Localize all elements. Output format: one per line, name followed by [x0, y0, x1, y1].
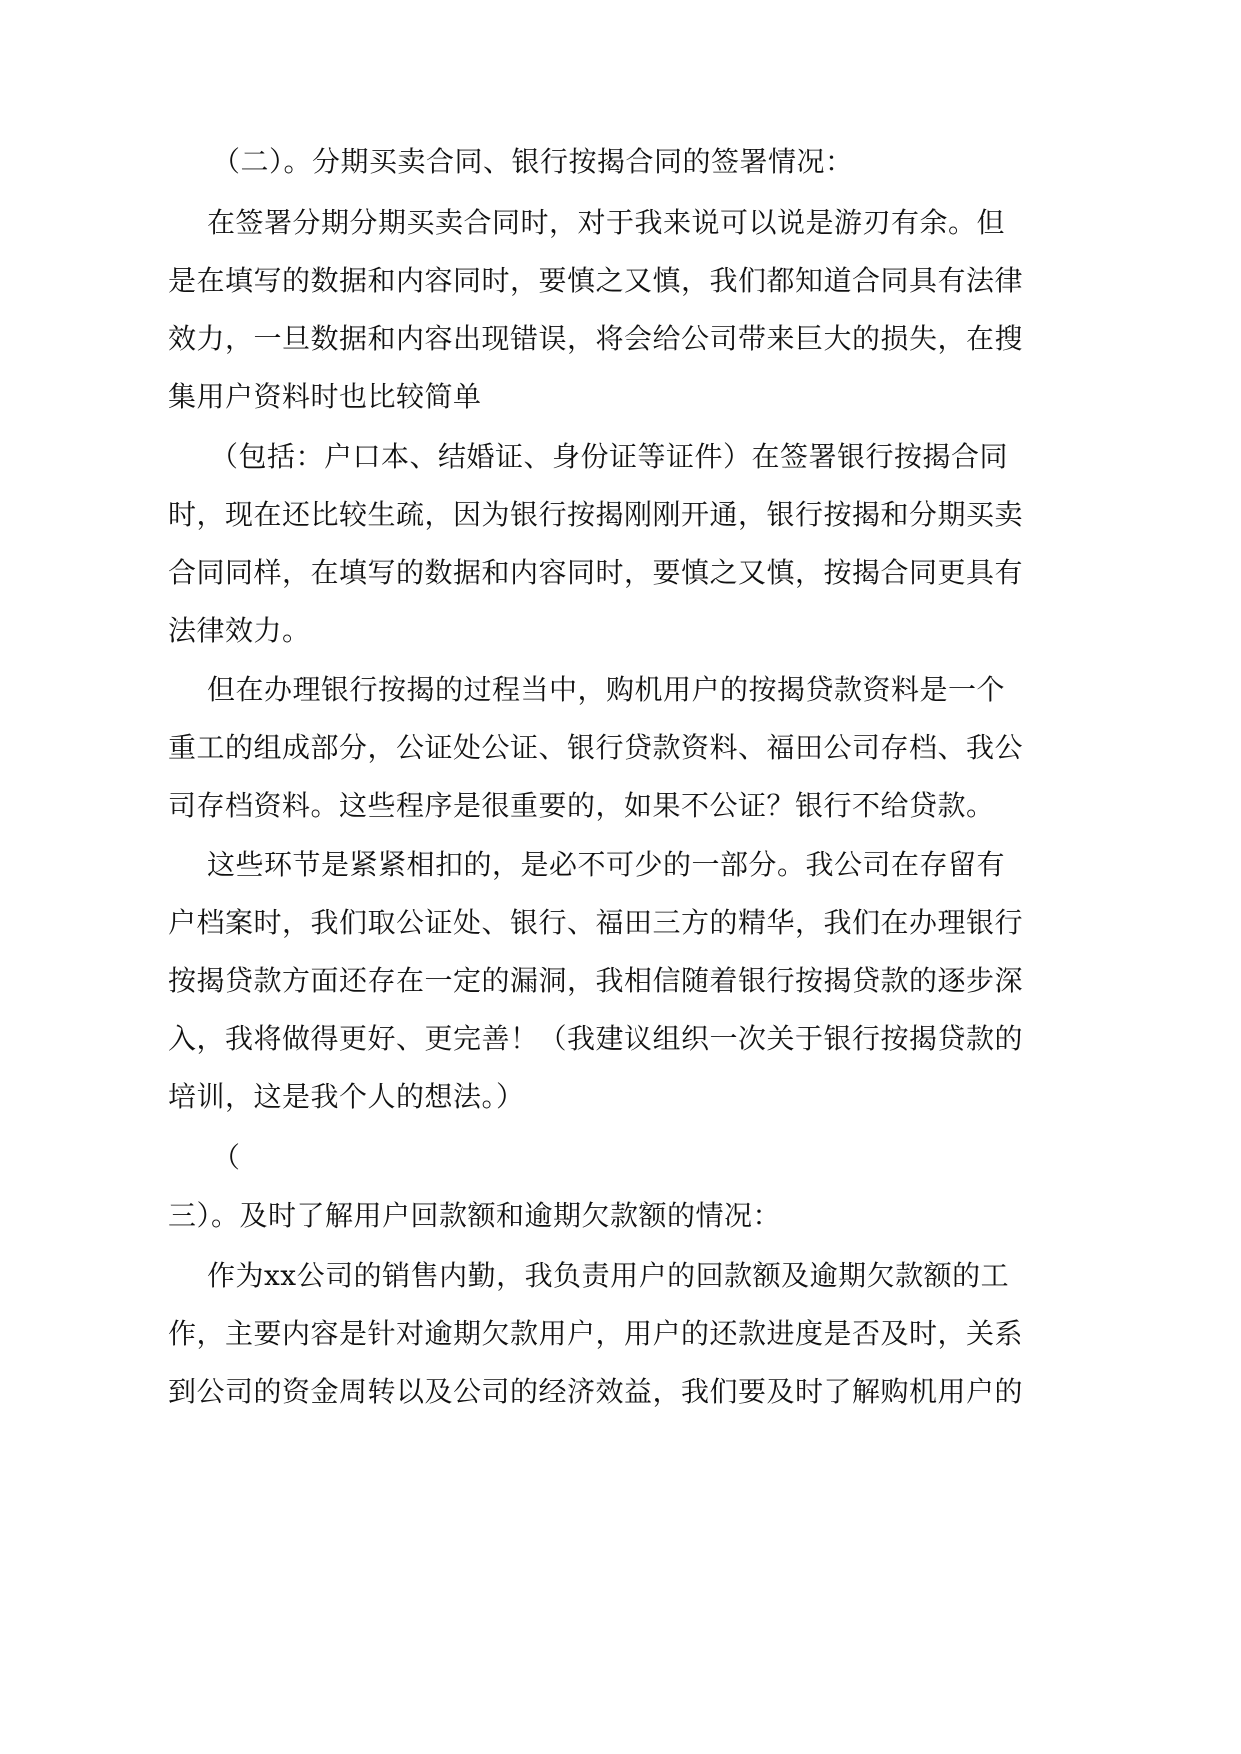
paragraph-line: 合同同样，在填写的数据和内容同时，要慎之又慎，按揭合同更具有 [168, 556, 1024, 589]
paragraph-line: 到公司的资金周转以及公司的经济效益，我们要及时了解购机用户的 [168, 1375, 1024, 1408]
paragraph-line: 但在办理银行按揭的过程当中，购机用户的按揭贷款资料是一个 [207, 673, 1006, 706]
paragraph-line: 在签署分期分期买卖合同时，对于我来说可以说是游刃有余。但 [207, 206, 1006, 239]
paragraph-line: 司存档资料。这些程序是很重要的，如果不公证？银行不给贷款。 [168, 789, 995, 822]
paragraph-line: 效力，一旦数据和内容出现错误，将会给公司带来巨大的损失，在搜 [168, 322, 1024, 355]
paragraph-line: 入，我将做得更好、更完善！（我建议组织一次关于银行按揭贷款的 [168, 1022, 1024, 1055]
section-heading-3-part1: （ [212, 1141, 241, 1174]
paragraph-line: 培训，这是我个人的想法。） [168, 1080, 525, 1113]
paragraph-line: 时，现在还比较生疏，因为银行按揭刚刚开通，银行按揭和分期买卖 [168, 498, 1024, 531]
section-heading-3-part2: 三）。及时了解用户回款额和逾期欠款额的情况： [168, 1199, 782, 1232]
paragraph-line: 重工的组成部分，公证处公证、银行贷款资料、福田公司存档、我公 [168, 731, 1024, 764]
paragraph-line: 作，主要内容是针对逾期欠款用户，用户的还款进度是否及时，关系 [168, 1317, 1024, 1350]
paragraph-line: 户档案时，我们取公证处、银行、福田三方的精华，我们在办理银行 [168, 906, 1024, 939]
paragraph-line: 法律效力。 [168, 614, 311, 647]
paragraph-line: 作为xx公司的销售内勤，我负责用户的回款额及逾期欠款额的工 [207, 1259, 1010, 1292]
paragraph-line: 集用户资料时也比较简单 [168, 380, 482, 413]
paragraph-line: 按揭贷款方面还存在一定的漏洞，我相信随着银行按揭贷款的逐步深 [168, 964, 1024, 997]
paragraph-line: （包括：户口本、结婚证、身份证等证件）在签署银行按揭合同 [210, 440, 1009, 473]
paragraph-line: 是在填写的数据和内容同时，要慎之又慎，我们都知道合同具有法律 [168, 264, 1024, 297]
paragraph-line: 这些环节是紧紧相扣的，是必不可少的一部分。我公司在存留有 [207, 848, 1006, 881]
section-heading-2: （二）。分期买卖合同、银行按揭合同的签署情况： [212, 145, 854, 178]
